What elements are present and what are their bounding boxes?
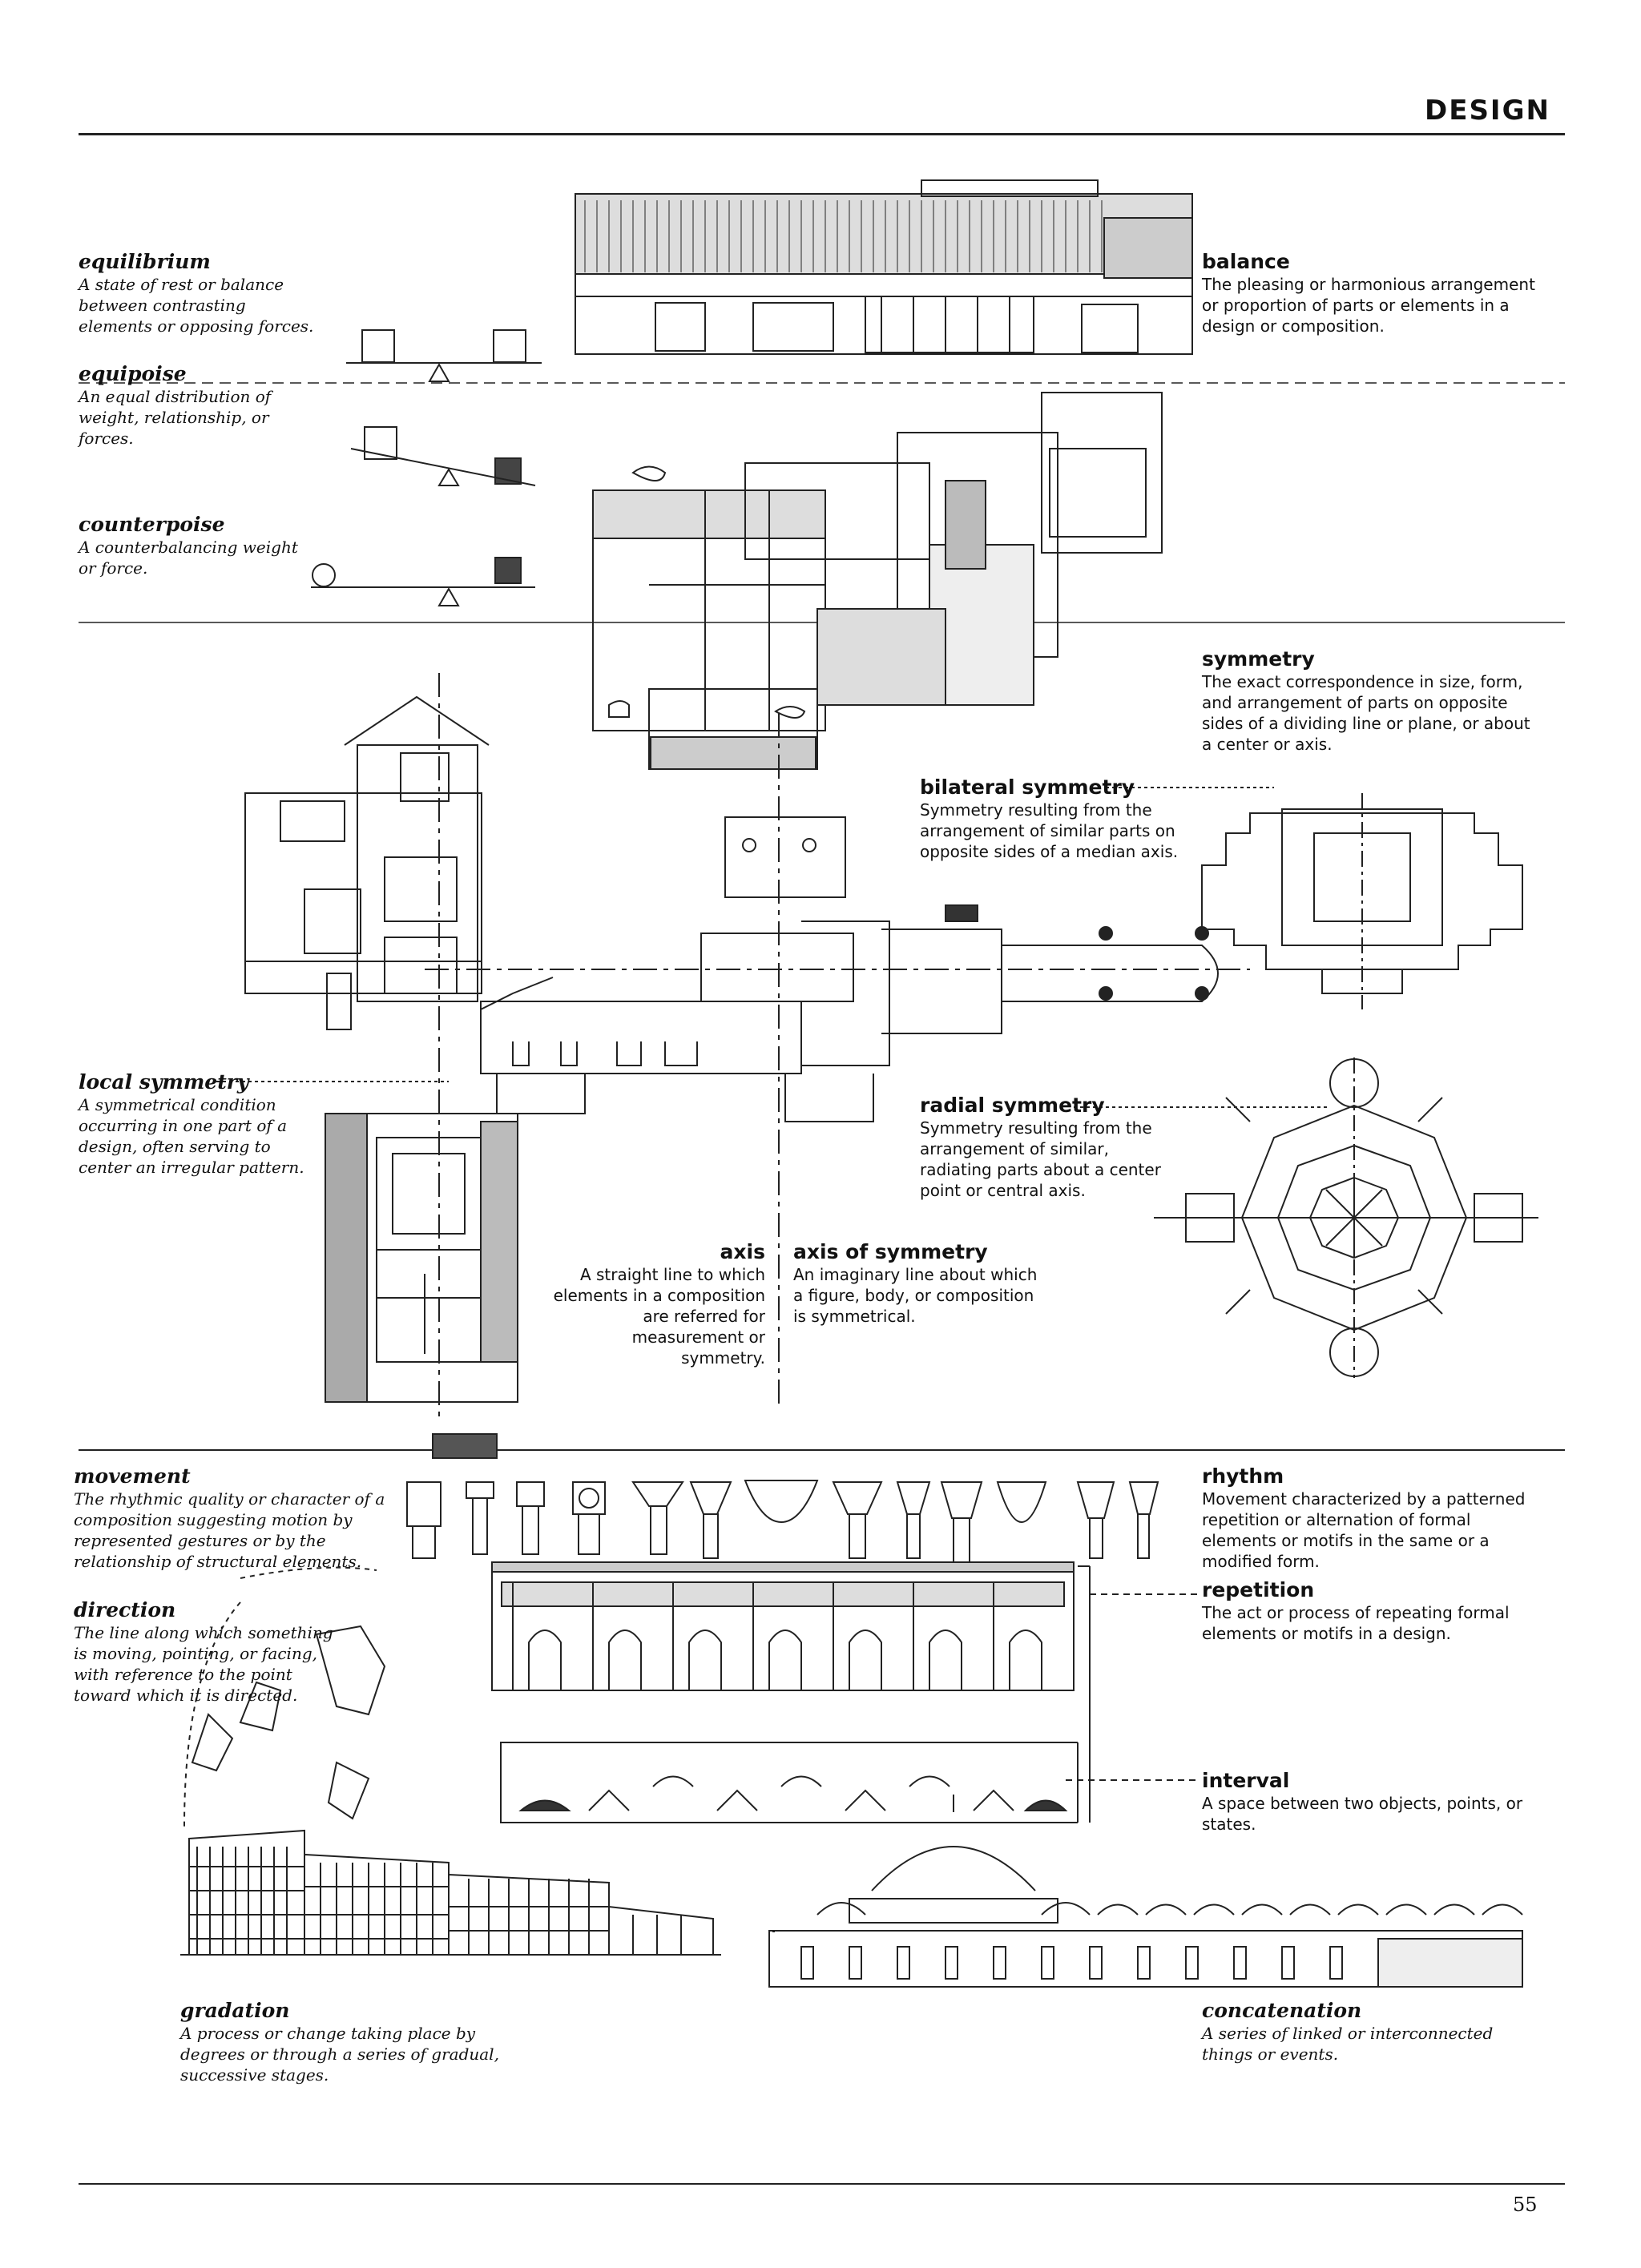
entry-local-symmetry	[79, 1070, 319, 1178]
definition: The rhythmic quality or character of a composition suggesting motion by represented gestures or by the relationship of structural elements.	[74, 1489, 385, 1571]
definition: A series of linked or interconnected things or events.	[1202, 2024, 1494, 2064]
term-label: local symmetry	[79, 1070, 249, 1094]
entry-rhythm	[1202, 1464, 1546, 1572]
entry-movement	[74, 1464, 418, 1572]
term-label: concatenation	[1202, 1999, 1362, 2022]
definition: The act or process of repeating formal elements or motifs in a design.	[1202, 1603, 1510, 1643]
entry-balance	[1202, 250, 1538, 336]
house-plan-drawing	[593, 393, 1162, 769]
balance-diagram-equipoise	[351, 427, 535, 485]
capitals-row	[407, 1480, 1158, 1562]
local-symmetry-elevation	[245, 697, 553, 1029]
term-label: equilibrium	[79, 250, 211, 273]
term-label: rhythm	[1202, 1464, 1284, 1488]
definition: A counterbalancing weight or force.	[79, 538, 298, 578]
entry-gradation	[180, 1999, 501, 2085]
term-label: equipoise	[79, 362, 187, 385]
balance-diagram-counterpoise	[311, 558, 535, 606]
entry-counterpoise	[79, 513, 311, 578]
term-label: direction	[74, 1598, 176, 1621]
definition: The line along which something is moving, pointing, or facing, with reference to the point toward which it is directed.	[74, 1623, 333, 1705]
entry-equipoise	[79, 362, 303, 449]
term-label: axis of symmetry	[793, 1240, 988, 1263]
term-label: repetition	[1202, 1578, 1315, 1601]
definition: An equal distribution of weight, relationship, or forces.	[79, 387, 272, 448]
definition: A process or change taking place by degrees or through a series of gradual, successive stages.	[180, 2024, 499, 2085]
definition: Symmetry resulting from the arrangement of similar parts on opposite sides of a median axis.	[920, 800, 1179, 861]
term-label: gradation	[180, 1999, 290, 2022]
definition: An imaginary line about which a figure, body, or composition is symmetrical.	[793, 1265, 1038, 1326]
entry-direction	[74, 1598, 338, 1706]
entry-symmetry	[1202, 647, 1538, 755]
house-elevation-drawing	[575, 180, 1192, 354]
term-label: counterpoise	[79, 513, 225, 536]
term-label: interval	[1202, 1769, 1290, 1792]
local-symmetry-plan	[325, 1114, 518, 1458]
entry-repetition	[1202, 1578, 1538, 1644]
entry-bilateral-symmetry	[920, 775, 1184, 862]
gradation-building	[180, 1831, 721, 1955]
entry-concatenation	[1202, 1999, 1546, 2065]
arcaded-facade	[492, 1562, 1198, 1823]
definition: A state of rest or balance between contrasting elements or opposing forces.	[79, 275, 314, 336]
term-label: symmetry	[1202, 647, 1315, 671]
entry-radial-symmetry	[920, 1094, 1184, 1201]
term-label: balance	[1202, 250, 1290, 273]
section-header: DESIGN	[1425, 95, 1550, 127]
definition: A symmetrical condition occurring in one part of a design, often serving to center an irregular pattern.	[79, 1095, 304, 1177]
term-label: axis	[720, 1240, 765, 1263]
definition: Symmetry resulting from the arrangement of similar, radiating parts about a center point or central axis.	[920, 1118, 1161, 1200]
definition: The pleasing or harmonious arrangement or proportion of parts or elements in a design or composition.	[1202, 275, 1535, 336]
definition: A straight line to which elements in a composition are referred for measurement or symmetry.	[553, 1265, 765, 1368]
entry-axis-of-symmetry	[793, 1240, 1050, 1327]
balance-diagram-equal	[346, 330, 542, 381]
entry-interval	[1202, 1769, 1538, 1835]
entry-equilibrium	[79, 250, 319, 336]
footer-rule	[79, 2183, 1565, 2185]
term-label: bilateral symmetry	[920, 775, 1135, 799]
term-label: radial symmetry	[920, 1094, 1105, 1117]
term-label: movement	[74, 1464, 191, 1488]
definition: The exact correspondence in size, form, and arrangement of parts on opposite sides of a dividing line or plane, or about a center or axis.	[1202, 672, 1530, 754]
entry-axis	[545, 1240, 765, 1368]
definition: A space between two objects, points, or states.	[1202, 1794, 1523, 1834]
radial-symmetry-plan	[1154, 1057, 1538, 1378]
page-number: 55	[1513, 2193, 1538, 2216]
bilateral-symmetry-small-plan	[1202, 793, 1522, 1009]
definition: Movement characterized by a patterned repetition or alternation of formal elements or motifs in the same or a modified form.	[1202, 1489, 1526, 1571]
